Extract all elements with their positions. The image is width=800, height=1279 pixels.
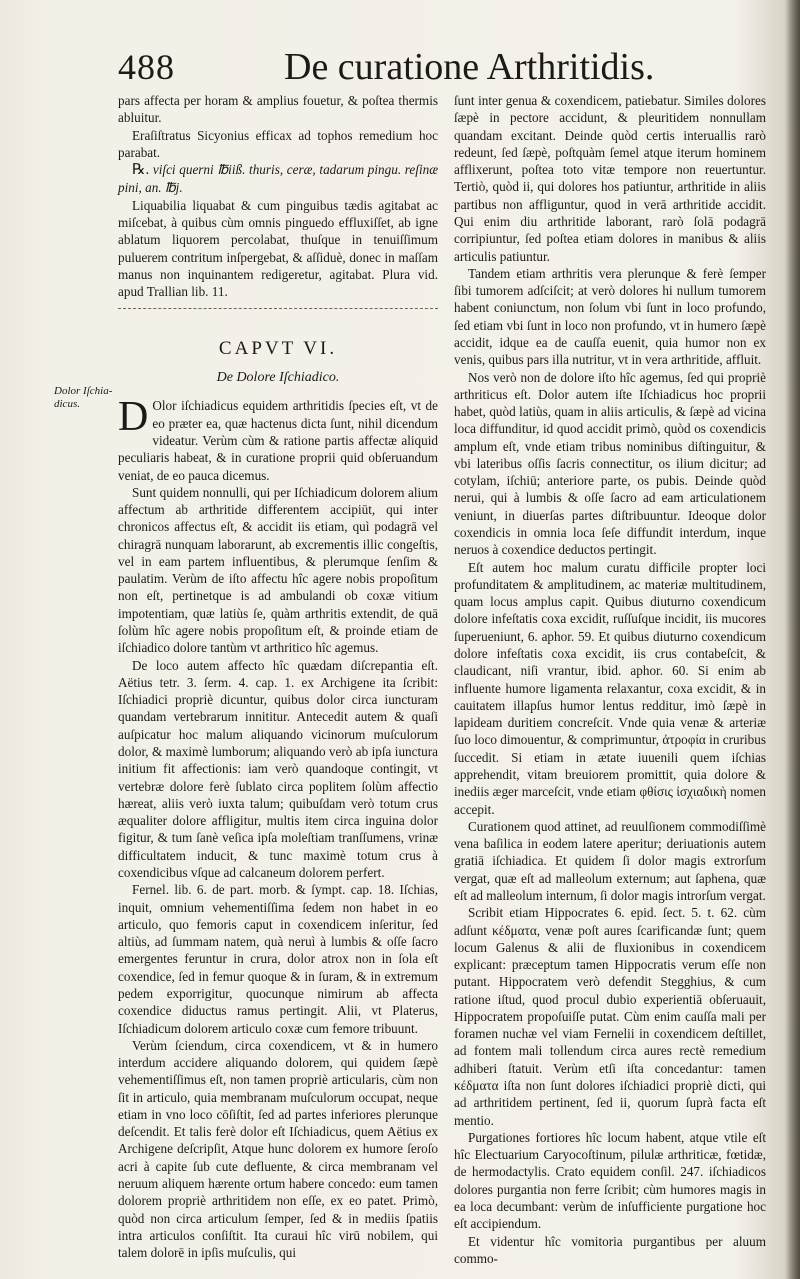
paragraph: Scribit etiam Hippocrates 6. epid. ſect. 5. t. 62. cùm adſunt κέδματα, venæ poſt aures ſcarificandæ ſunt; quem locum Galenus & alii de fluxionibus in coxendicem explicant: præceptum tamen Hippocratis verum eſſe non putant. Hippocratem verò defendit Stegghius, & cum ratione iſtud, quod procul dubio experientiā obſeruauit, Hippocratem propoſuiſſe putat. Cùm enim cauſſa mali per foramen nuchæ vel viam Fernelii in coxendicem deſtillet, ad fontem mali tollendum circa aures rectè remedium adhiberi ſtatuit. Verùm etſi iſta concedantur: tamen κέδματα iſta non ſunt dolores iſchiadici propriè dicti, qui ad arthritidem pertinent, ſed ii, quorum ſuprà facta eſt mentio.	[454, 905, 766, 1128]
chapter-heading: CAPVT VI.	[218, 338, 338, 360]
paragraph: De loco autem affecto hîc quædam diſcrepantia eſt. Aëtius tetr. 3. ſerm. 4. cap. 1. ex Archigene ita ſcribit: Iſchiadici propriè dicuntur, quibus dolor circa iuncturam quandam vertebrarum innititur. Antecedit autem & quaſi auſpicatur hoc malum aliquando vicinorum muſculorum dolor, & maximè lumborum; aliquando verò ab ipſa iunctura initium fit affectionis: iam verò quandoque contingit, vt vertebræ dolore ferè ſublato circa poplitem ſolùm affectio hæreat, aliis verò iuxta talum; quibuſdam verò totum crus æqualiter dolore affligitur, multis item circa inguina dolor figitur, & tum ſanè veſica ipſa moleſtiam tranſſumens, vrinæ difficultatem inducit, & tunc maximè totum crus à coxendicibus vſque ad calcaneum dolorem perfert.	[118, 657, 438, 880]
recipe-text: viſci querni ℔iiß. thuris, ceræ, tadarum pingu. reſinæ pini, an. ℔j.	[118, 162, 439, 196]
book-gutter-shadow	[786, 0, 800, 1279]
paragraph	[118, 394, 438, 483]
paragraph: Sunt quidem nonnulli, qui per Iſchiadicum dolorem alium affectum ab arthritide differentem accipiūt, qui inter chronicos affectus eſt, & accidit iis etiam, quì podagrā vel chiragrā nunquam laborarunt, ab excrementis illic congeſtis, vel in eam partem influentibus, & plerumque ſenſim & paulatim. Verùm de iſto affectu hîc agere nobis propoſitum non eſt, pertinetque is ad ambulandi ob coxæ vitium impotentiam, quæ latiùs ſe, quàm arthritis extendit, de quā ſolùm hîc agere nobis propoſitum eſt, & proinde etiam de iſchiadico dolore tantùm vt arthritico hîc agemus.	[118, 484, 438, 656]
paragraph-text: Olor iſchiadicus equidem arthritidis ſpecies eſt, vt de eo præter ea, quæ hactenus dicta ſunt, nihil dicendum videatur. Verùm cùm & ratione partis affectæ aliquid peculiaris habeat, & in curatione proprii quid obſeruandum veniat, de eo pauca dicemus.	[118, 398, 438, 483]
section-divider	[118, 308, 438, 309]
paragraph: Tandem etiam arthritis vera plerunque & ferè ſemper ſibi tumorem adſciſcit; at verò dolores hi nullum tumorem habent coniunctum, non ſolum vbi ſunt in loco profundo, ſed etiam vbi ſunt in loco non profundo, vt in humero ſæpè accidit, idque ea de cauſſa euenit, quia humor non ex venis, quibus pars illa nutritur, vt in vera arthritide, affluit.	[454, 265, 766, 368]
paragraph: Fernel. lib. 6. de part. morb. & ſympt. cap. 18. Iſchias, inquit, omnium vehementiſſima ſedem non habet in eo articulo, quo femoris caput in coxendicem inſeritur, ſed altiùs, ad ſummam natem, quà neruì à lumbis & oſſe ſacro emergentes feruntur in crura, dolor atrox non in ſola eſt coxendice, ſed in femur quoque & in ſuram, & in extremum pedem exporrigitur, quocunque nimirum ab affecta coxendice diductus ramus pertingit. Alii, vt Platerus, Iſchiadicum dolorem articulo coxæ cum femore tribuunt.	[118, 882, 438, 1036]
drop-cap: D	[118, 394, 149, 441]
paragraph: Verùm ſciendum, circa coxendicem, vt & in humero interdum accidere aliquando dolorem, qui quidem ſæpè vehementiſſimus eſt, non tamen propriè articularis, cùm non ſit in articulo, quia membranam muſculorum occupat, neque etiam in vno loco cōſiſtit, ſed ad partes inferiores plerunque deſcendit. Et talis ferè dolor eſt Iſchiadicus, quem Aëtius ex Archigene deſcripſit, Atque hunc dolorem ex humore ſeroſo acri à capite ſub cute defluente, & circa membranam vel neruum aliquem hærente ortum habere concedo: eum tamen dolorem propriè arthritidem non eſſe, ex eo patet. Primò, quòd non circa articulum ſemper, ſed & in mediis ſpatiis intra articulos conſiſtit. Ita curaui hîc virū nobilem, qui talem dolorē in ipſis muſculis, qui	[118, 1037, 438, 1261]
paragraph: ſunt inter genua & coxendicem, patiebatur. Similes dolores ſæpè in pectore accidunt, & pleuritidem nonnullam quandam excitant. Deinde quòd certis interuallis rarò redeunt, ſed ſæpè, poſtquàm ſemel atque iterum hominem afflixerunt, poſtea toto vitæ tempore non reuertuntur. Tertiò, quòd ii, qui dolores hos patiuntur, arthritide in aliis partibus non affliguntur, quod in verā arthritide accidit. Qui enim diu arthritide laborant, rarò ſolā podagrā corripiuntur, ſed poſtea etiam dolores in manibus & aliis articulis patiuntur.	[454, 93, 766, 264]
paragraph: Curationem quod attinet, ad reuulſionem commodiſſimè vena baſilica in eodem latere aperitur; deriuationis autem gratiā iſchiadica. Et quidem ſi dolor magis extrorſum vergat, quæ eſt ad malleolum externum; aut ſaphena, quæ eſt ad malleolum internum, ſi dolor magis introrſum vergat.	[454, 818, 766, 903]
paragraph: Liquabilia liquabat & cum pinguibus tædis agitabat ac miſcebat, à quibus cùm omnis pinguedo effluxiſſet, ab igne ablatum liquorem percolabat, thuſque in tenuiſſimum puluerem contritum inſpergebat, & aſſiduè, donec in maſſam manus non inquinantem redigeretur, agitabat. Plura vid. apud Trallian lib. 11.	[118, 197, 438, 300]
paragraph: Nos verò non de dolore iſto hîc agemus, ſed qui propriè arthriticus eſt. Dolor autem iſte Iſchiadicus hoc proprii habet, quòd latiùs, quam in aliis articulis, & ſæpè ad vicina loca diffunditur, id quod accidit primò, quòd os coxendicis amplum eſt, vnde etiam tribus nominibus diſtinguitur, & vbi lateribus oſſis ſacris connectitur, os ilium dicitur; ad cotylam, iſchiū; anteriore parte, os pubis. Deinde quòd nerui, qui à lumbis & oſſe ſacro ad eam articulationem veniunt, in diuerſas partes diſtribuuntur. Ideoque dolor coxendicis in omnia loca ſeſe diffundit interdum, inque neruos à coxendice deductos pertingit.	[454, 369, 766, 558]
chapter-subtitle: De Dolore Iſchiadico.	[216, 370, 340, 386]
paragraph: Purgationes fortiores hîc locum habent, atque vtile eſt hîc Electuarium Caryocoſtinum, pilulæ arthriticæ, fœtidæ, de hermodactylis. Crato equidem conſil. 247. iſchiadicos dolores purgantia non ferre ſcribit; cùm humores magis in ea loca decumbant: verùm de inſufficiente purgatione hoc eſt accipiendum.	[454, 1129, 766, 1232]
left-column	[118, 92, 438, 1261]
paragraph: pars affecta per horam & amplius fouetur, & poſtea thermis abluitur.	[118, 93, 438, 126]
margin-note: Dolor Iſchia-dicus.	[54, 385, 113, 410]
recipe-symbol: ℞.	[132, 162, 150, 179]
paragraph: Eraſiſtratus Sicyonius efficax ad tophos remedium hoc parabat.	[118, 127, 438, 160]
page-number: 488	[118, 47, 175, 87]
right-column	[454, 92, 766, 1267]
page-header	[118, 44, 655, 90]
running-title: De curatione Arthritidis.	[284, 46, 655, 88]
recipe	[118, 161, 438, 197]
paragraph: Et videntur hîc vomitoria purgantibus per aluum commo-	[454, 1233, 766, 1266]
paragraph: Eſt autem hoc malum curatu difficile propter loci profunditatem & amplitudinem, ac materiæ multitudinem, quam locus amplus capit. Quibus diuturno coxendicum dolore infeſtatis coxa excidit, ruſſuſque incidit, iis mucores ſuperueniunt, 6. aphor. 59. Et quibus diuturno coxendicum dolore infeſtatis coxa excidit, iis crus contabeſcit, & claudicant, niſi vrantur, ibid. aphor. 60. Si enim ab influente humore ligamenta relaxantur, coxa excidit, & in cauitatem illapſus humor lentus redditur, imò ſæpè in lapideam duritiem concreſcit. Vnde quia venæ & arteriæ ſuo loco dimouentur, & comprimuntur, ἀτροφία in cruribus ſuccedit. Si etiam in ætate iuuenili quem iſchias apprehendit, vitam breuiorem promittit, quia dolore & inediis æger marceſcit, vnde etiam φθίσις ἰσχιαδικὴ nomen accepit.	[454, 559, 766, 817]
